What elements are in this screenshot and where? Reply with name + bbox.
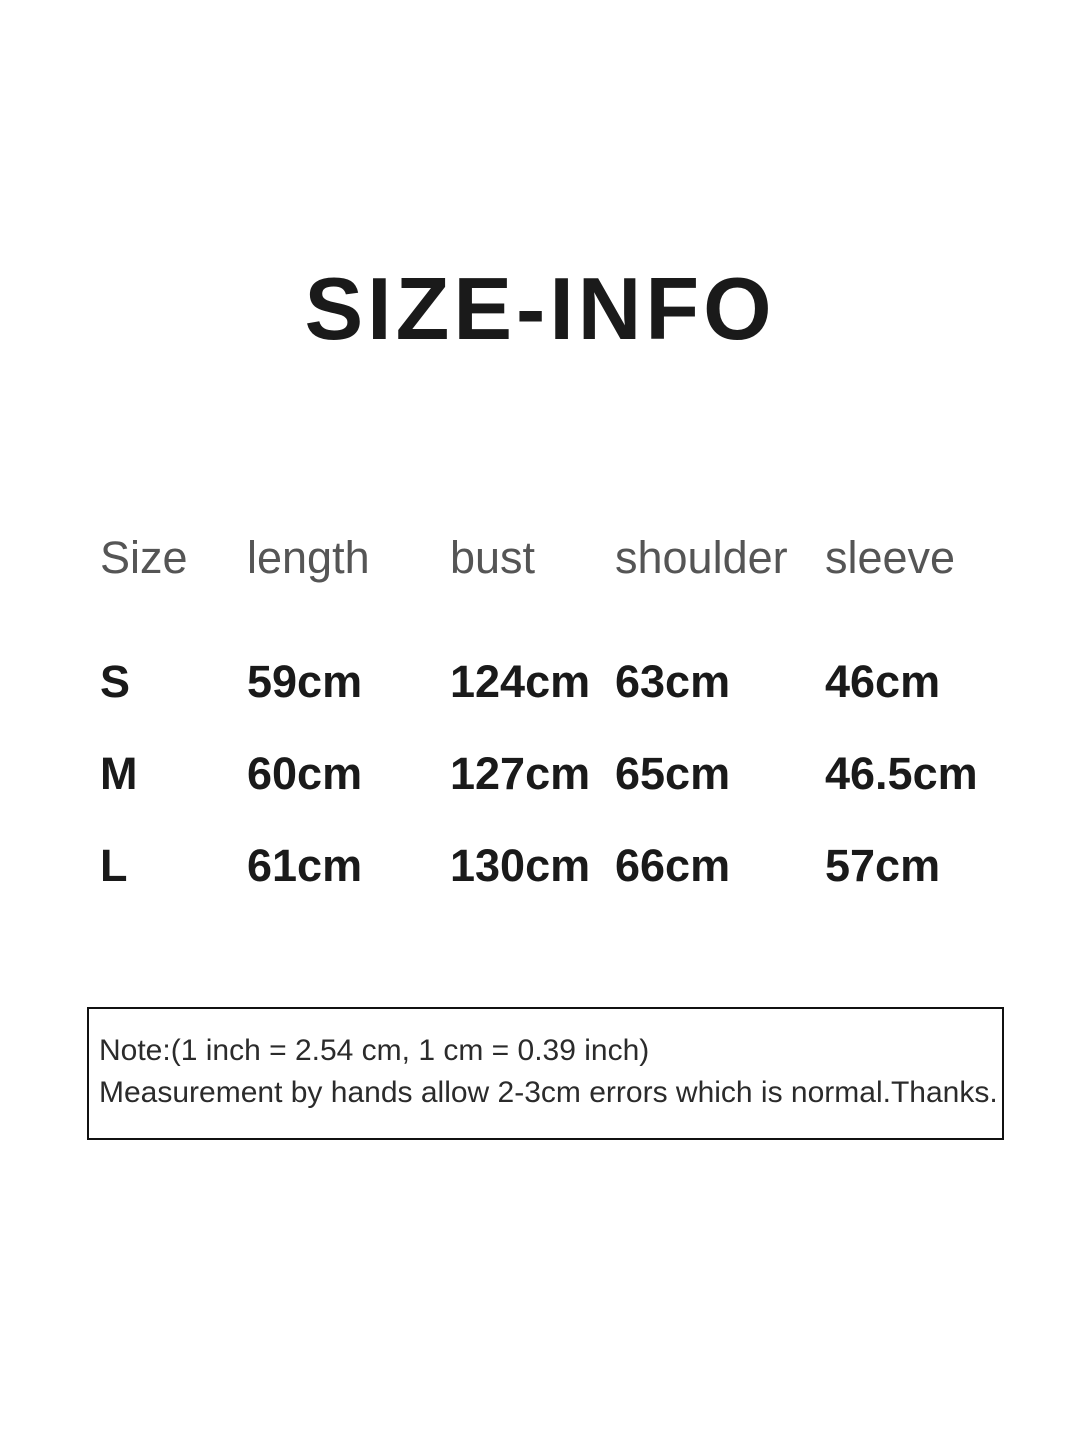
sleeve-value: 46cm	[825, 656, 941, 707]
size-table	[100, 528, 1000, 928]
shoulder-value: 65cm	[615, 748, 731, 799]
column-header-size: Size	[100, 532, 188, 583]
note-box	[87, 1007, 1004, 1140]
shoulder-value: 66cm	[615, 840, 731, 891]
size-label: L	[100, 840, 128, 891]
column-header-length: length	[247, 532, 370, 583]
table-row	[100, 836, 1000, 896]
shoulder-value: 63cm	[615, 656, 731, 707]
bust-value: 127cm	[450, 748, 591, 799]
table-header-row	[100, 528, 1000, 588]
table-row	[100, 652, 1000, 712]
length-value: 61cm	[247, 840, 363, 891]
column-header-bust: bust	[450, 532, 536, 583]
sleeve-value: 46.5cm	[825, 748, 978, 799]
length-value: 59cm	[247, 656, 363, 707]
bust-value: 130cm	[450, 840, 591, 891]
size-label: S	[100, 656, 131, 707]
note-line-measurement: Measurement by hands allow 2-3cm errors which is normal.Thanks.	[99, 1076, 998, 1109]
sleeve-value: 57cm	[825, 840, 941, 891]
size-label: M	[100, 748, 138, 799]
page-title: SIZE-INFO	[304, 259, 776, 358]
column-header-sleeve: sleeve	[825, 532, 956, 583]
table-row	[100, 744, 1000, 804]
note-line-conversion: Note:(1 inch = 2.54 cm, 1 cm = 0.39 inch)	[99, 1034, 650, 1067]
length-value: 60cm	[247, 748, 363, 799]
column-header-shoulder: shoulder	[615, 532, 788, 583]
bust-value: 124cm	[450, 656, 591, 707]
